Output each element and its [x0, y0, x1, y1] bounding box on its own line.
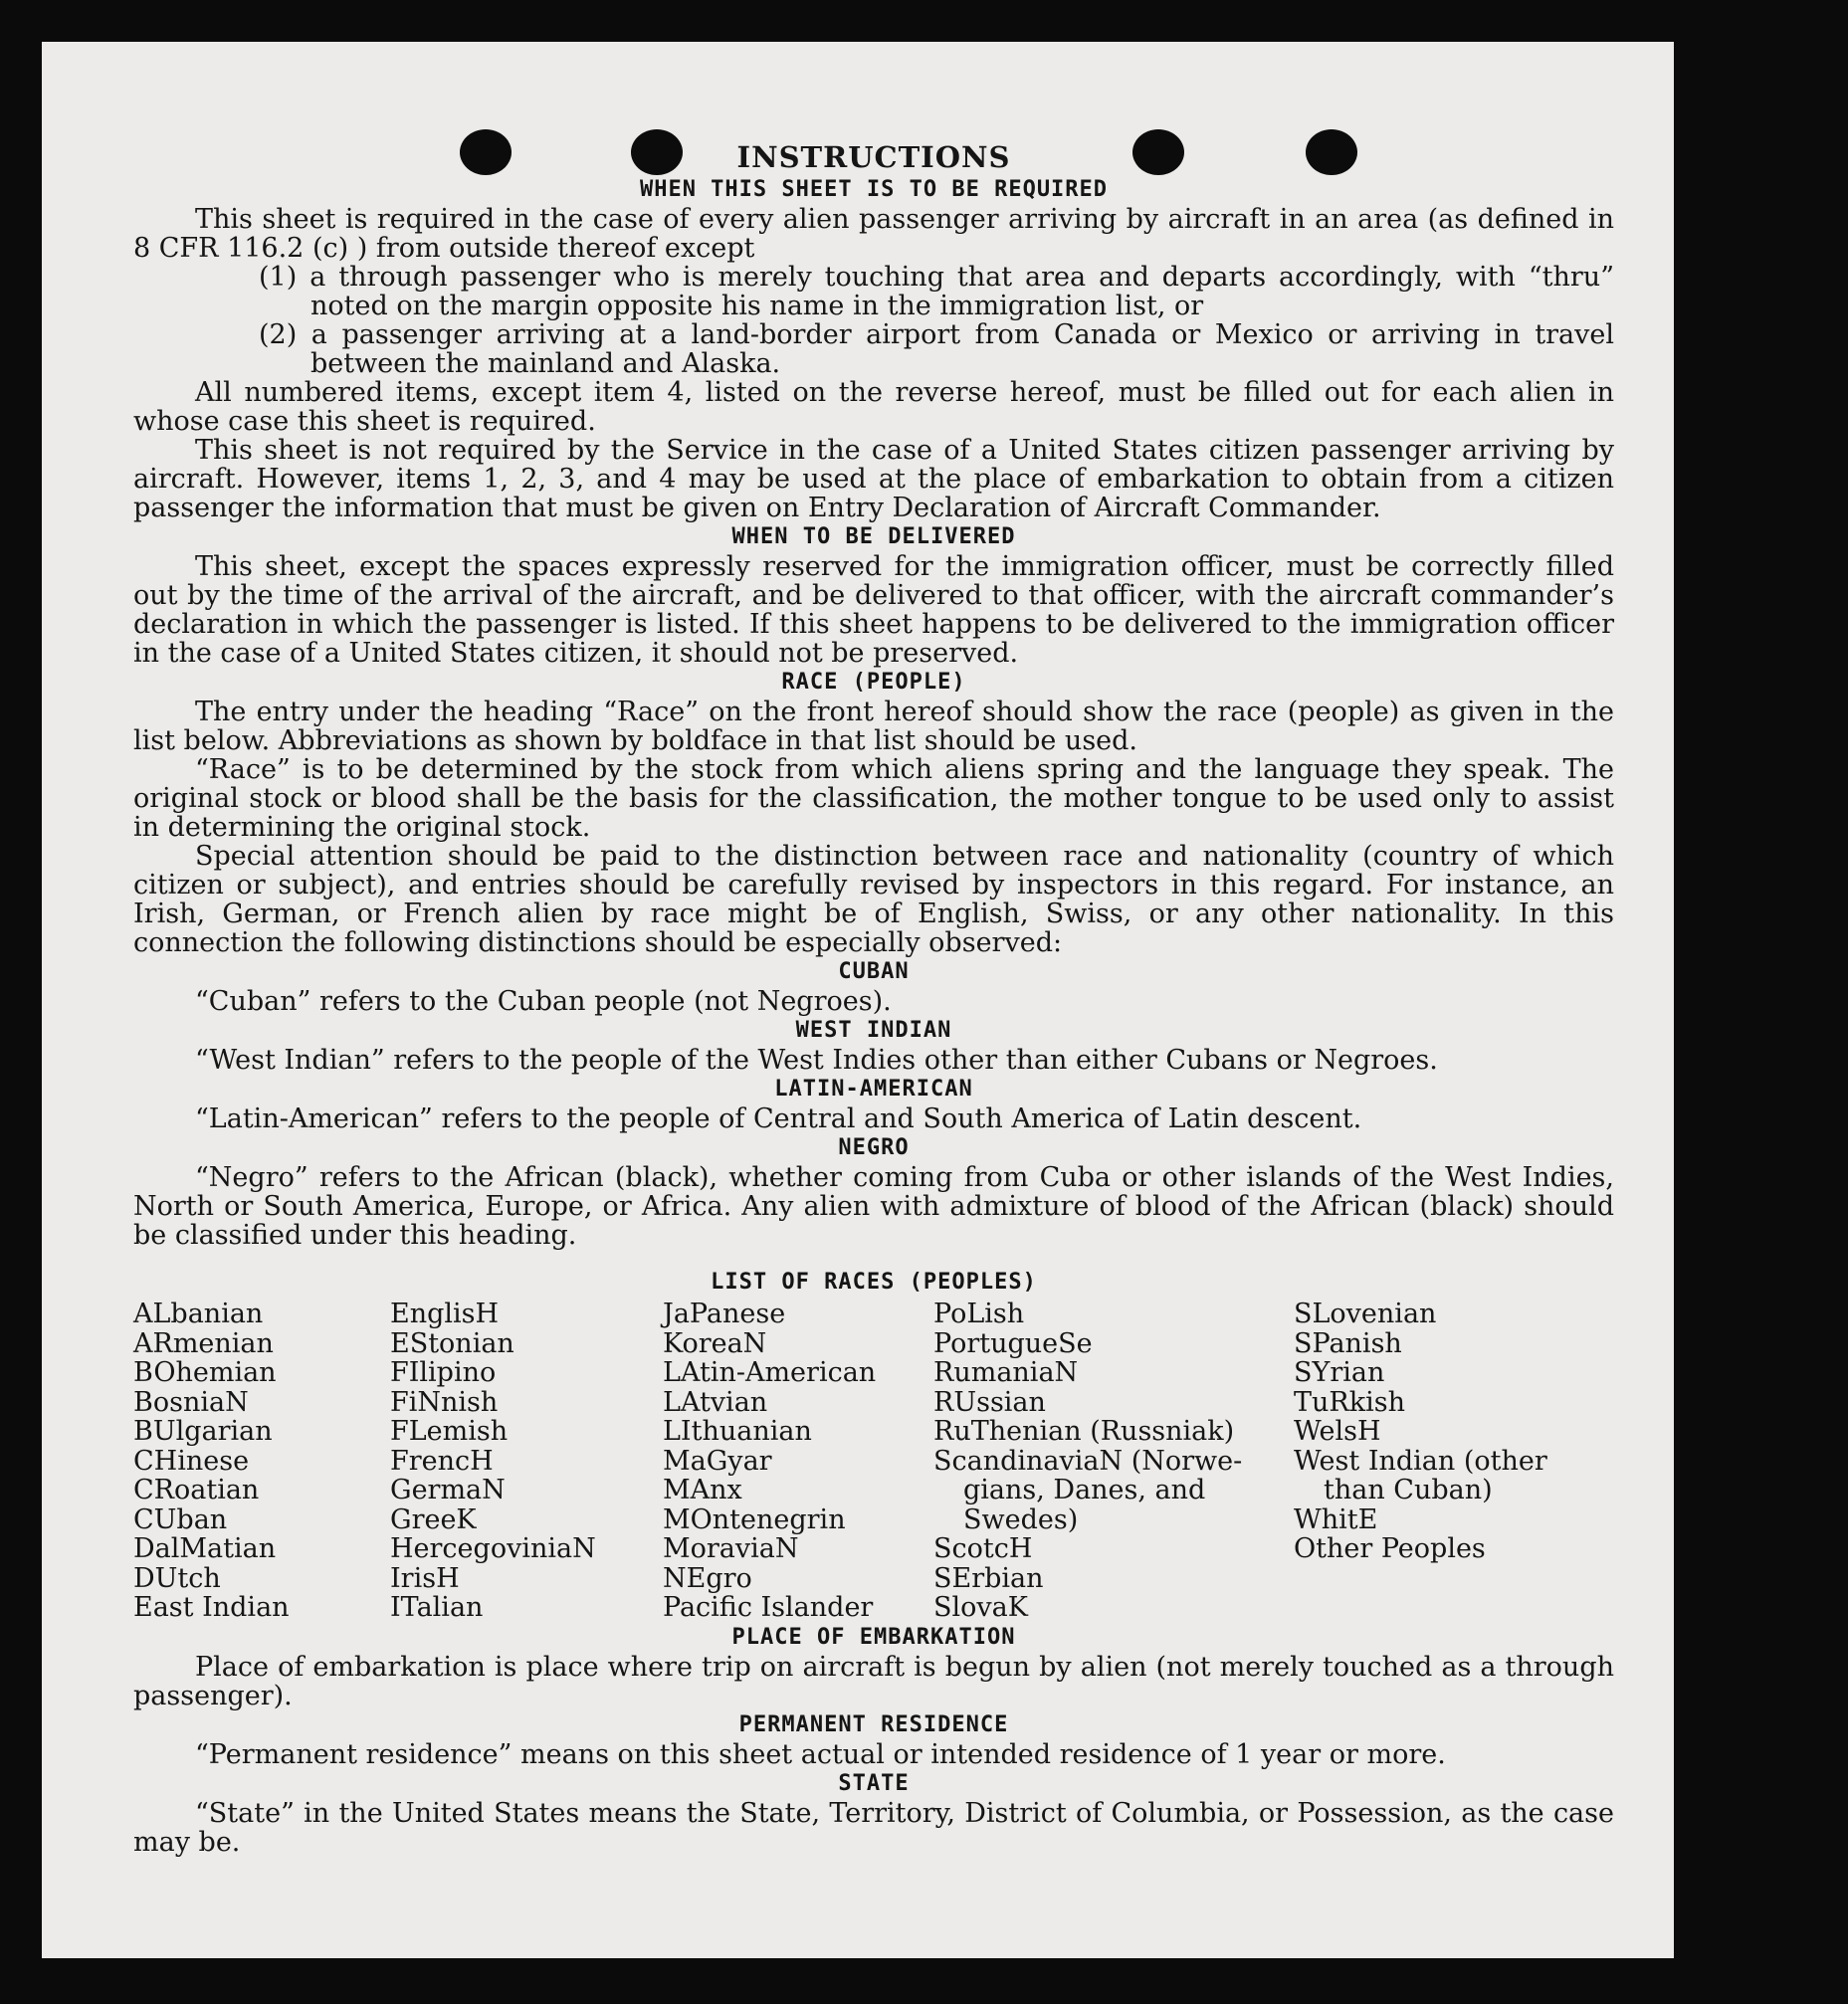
section-heading-negro: NEGRO — [838, 1135, 910, 1160]
paragraph: “Negro” refers to the African (black), whether coming from Cuba or other islands of the West Indies, North or South America, Europe, or Africa. Any alien with admixture of blood of the African (black) should be classified under this heading. — [133, 1162, 1614, 1251]
section-heading-required: WHEN THIS SHEET IS TO BE REQUIRED — [639, 177, 1109, 202]
race-entry: FiNnish — [390, 1386, 499, 1418]
paragraph: “State” in the United States means the State, Territory, District of Columbia, or Possession, as the case may be. — [133, 1797, 1614, 1858]
page-title: INSTRUCTIONS — [736, 140, 1011, 174]
list-item: (1) a through passenger who is merely touching that area and departs accordingly, with “thru” noted on the margin opposite his name in the immigration list, or — [259, 262, 1614, 321]
race-entry: ALbanian — [133, 1299, 264, 1329]
race-entry: JaPanese — [663, 1299, 786, 1329]
paragraph: The entry under the heading “Race” on the front hereof should show the race (people) as given in the list below. Abbreviations as shown by boldface in that list should be used. — [133, 697, 1614, 756]
race-entry: MoraviaN — [663, 1533, 799, 1564]
paragraph: “Cuban” refers to the Cuban people (not Negroes). — [195, 986, 892, 1017]
section-heading-races-list: LIST OF RACES (PEOPLES) — [711, 1270, 1037, 1295]
race-entry: DalMatian — [133, 1533, 277, 1564]
race-entry: ScotcH — [933, 1533, 1033, 1564]
paragraph: Place of embarkation is place where trip on aircraft is begun by alien (not merely touched as a through passenger). — [133, 1651, 1614, 1711]
race-entry: TuRkish — [1294, 1386, 1405, 1418]
race-entry: FLemish — [390, 1416, 509, 1447]
race-entry: FIlipino — [390, 1357, 497, 1388]
race-entry: CRoatian — [133, 1475, 260, 1505]
paragraph: This sheet is required in the case of every alien passenger arriving by aircraft in an area (as defined in 8 CFR 116.2 (c) ) from outside thereof except — [133, 204, 1614, 264]
race-entry: DUtch — [133, 1562, 221, 1594]
races-column — [390, 1300, 663, 1623]
races-column — [663, 1300, 933, 1623]
paragraph: “Latin-American” refers to the people of Central and South America of Latin descent. — [195, 1103, 1362, 1134]
race-entry: Swedes) — [963, 1503, 1079, 1535]
race-entry: SlovaK — [933, 1592, 1028, 1623]
section-heading-embarkation: PLACE OF EMBARKATION — [731, 1624, 1016, 1650]
race-entry: WhitE — [1294, 1503, 1378, 1535]
race-entry: PortugueSe — [933, 1327, 1093, 1359]
races-column — [133, 1300, 390, 1623]
race-entry: LIthuanian — [663, 1416, 812, 1447]
race-entry: ScandinaviaN (Norwe- — [933, 1445, 1243, 1477]
document-sheet — [42, 42, 1674, 1958]
race-entry: KoreaN — [663, 1327, 767, 1359]
race-entry: HercegoviniaN — [390, 1533, 596, 1564]
paragraph: This sheet, except the spaces expressly reserved for the immigration officer, must be correctly filled out by the time of the arrival of the aircraft, and be delivered to that officer, with the aircraft commander’s declaration in which the passenger is listed. If this sheet happens to be delivered to the immigration officer in the case of a United States citizen, it should not be preserved. — [133, 551, 1614, 669]
race-entry: ITalian — [390, 1592, 484, 1623]
races-column — [1294, 1300, 1582, 1623]
race-entry: West Indian (other — [1294, 1445, 1547, 1477]
race-entry: FrencH — [390, 1445, 494, 1477]
race-entry: SErbian — [933, 1562, 1044, 1594]
races-column — [933, 1300, 1294, 1623]
paragraph: Special attention should be paid to the distinction between race and nationality (country of which citizen or subject), and entries should be carefully revised by inspectors in this regard. For instance, an Irish, German, or French alien by race might be of English, Swiss, or any other nationality. In this connection the following distinctions should be especially observed: — [133, 841, 1614, 958]
race-entry: SYrian — [1294, 1357, 1385, 1388]
race-entry: IrisH — [390, 1562, 460, 1594]
paragraph: “Permanent residence” means on this sheet actual or intended residence of 1 year or more. — [195, 1738, 1446, 1770]
race-entry: NEgro — [663, 1562, 752, 1594]
race-entry: WelsH — [1294, 1416, 1381, 1447]
race-entry: EnglisH — [390, 1299, 500, 1329]
race-entry: LAtin-American — [663, 1357, 877, 1388]
race-entry: Other Peoples — [1294, 1533, 1486, 1564]
race-entry: CUban — [133, 1503, 228, 1535]
race-entry: RuThenian (Russniak) — [933, 1416, 1235, 1447]
race-entry: than Cuban) — [1324, 1475, 1493, 1505]
paragraph: “West Indian” refers to the people of the West Indies other than either Cubans or Negroes. — [195, 1045, 1438, 1076]
race-entry: ARmenian — [133, 1327, 274, 1359]
race-entry: East Indian — [133, 1592, 290, 1623]
race-entry: LAtvian — [663, 1386, 768, 1418]
race-entry: GreeK — [390, 1503, 477, 1535]
race-entry: Pacific Islander — [663, 1592, 874, 1623]
race-entry: EStonian — [390, 1327, 514, 1359]
races-list-table — [133, 1300, 1614, 1623]
section-heading-residence: PERMANENT RESIDENCE — [738, 1711, 1009, 1737]
section-heading-cuban: CUBAN — [838, 959, 910, 984]
section-heading-delivered: WHEN TO BE DELIVERED — [731, 524, 1016, 549]
race-entry: BosniaN — [133, 1386, 249, 1418]
section-heading-state: STATE — [838, 1770, 910, 1796]
race-entry: RumaniaN — [933, 1357, 1079, 1388]
section-heading-west-indian: WEST INDIAN — [795, 1018, 952, 1043]
race-entry: RUssian — [933, 1386, 1046, 1418]
race-entry: SLovenian — [1294, 1299, 1437, 1329]
race-entry: MAnx — [663, 1475, 742, 1505]
race-entry: BOhemian — [133, 1357, 277, 1388]
paragraph: This sheet is not required by the Service in the case of a United States citizen passenger arriving by aircraft. However, items 1, 2, 3, and 4 may be used at the place of embarkation to obtain from a citizen passenger the information that must be given on Entry Declaration of Aircraft Commander. — [133, 435, 1614, 523]
race-entry: gians, Danes, and — [963, 1475, 1206, 1505]
paragraph: “Race” is to be determined by the stock from which aliens spring and the language they speak. The original stock or blood shall be the basis for the classification, the mother tongue to be used only to assist in determining the original stock. — [133, 754, 1614, 843]
list-item: (2) a passenger arriving at a land-border airport from Canada or Mexico or arriving in travel between the mainland and Alaska. — [259, 319, 1614, 379]
section-heading-race: RACE (PEOPLE) — [781, 670, 966, 695]
section-heading-latin-american: LATIN-AMERICAN — [774, 1077, 973, 1102]
race-entry: GermaN — [390, 1475, 506, 1505]
race-entry: PoLish — [933, 1299, 1025, 1329]
paragraph: All numbered items, except item 4, listed on the reverse hereof, must be filled out for each alien in whose case this sheet is required. — [133, 377, 1614, 437]
race-entry: BUlgarian — [133, 1416, 273, 1447]
instructions-content — [133, 141, 1614, 1857]
race-entry: SPanish — [1294, 1327, 1402, 1359]
race-entry: CHinese — [133, 1445, 250, 1477]
race-entry: MOntenegrin — [663, 1503, 846, 1535]
race-entry: MaGyar — [663, 1445, 772, 1477]
